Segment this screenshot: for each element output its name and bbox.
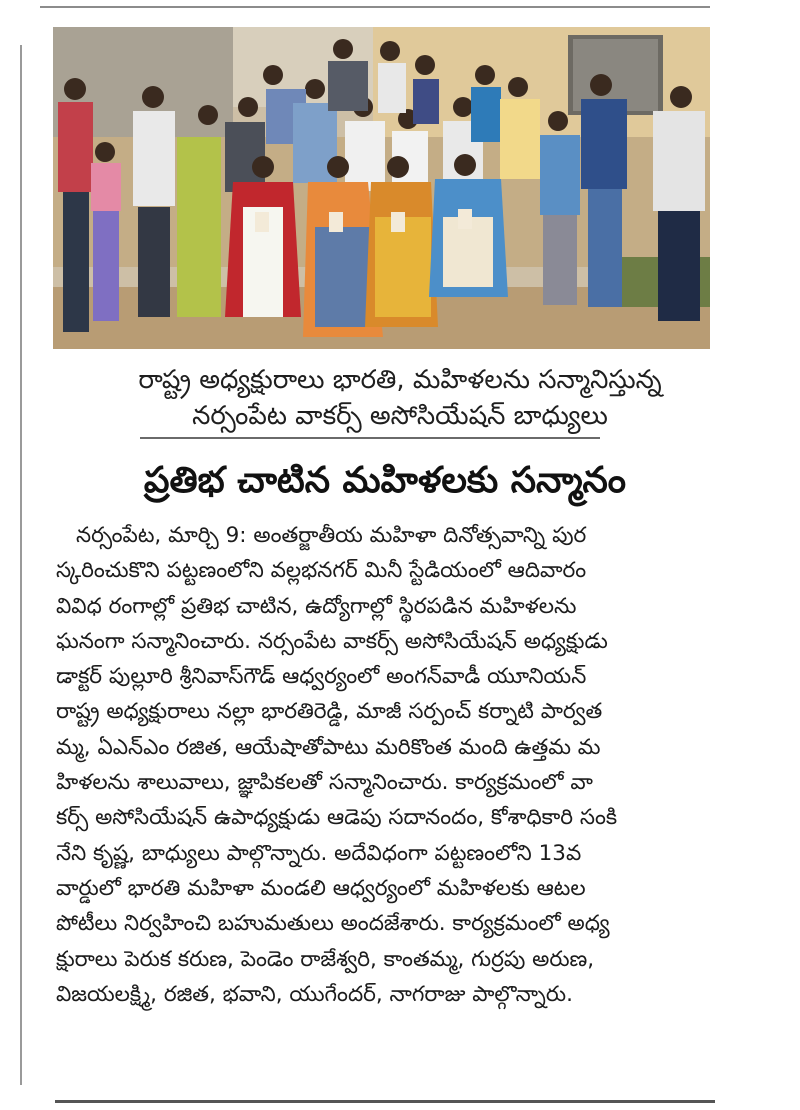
photo-caption (120, 362, 680, 434)
article-line: కర్స్ అసోసియేషన్ ఉపాధ్యక్షుడు ఆడెపు సదానందం, కోశాధికారి సంకి (56, 805, 618, 831)
article-line: డాక్టర్ పుల్లూరి శ్రీనివాస్‌గౌడ్ ఆధ్వర్యంలో అంగన్‌వాడీ యూనియన్ (56, 664, 587, 690)
bottom-divider (55, 1100, 715, 1103)
article-line: హిళలను శాలువాలు, జ్ఞాపికలతో సన్మానించారు. కార్యక్రమంలో వా (56, 770, 593, 796)
article-line: వార్డులో భారతి మహిళా మండలి ఆధ్వర్యంలో మహిళలకు ఆటల (56, 875, 586, 901)
article-line: నేని కృష్ణ, బాధ్యులు పాల్గొన్నారు. అదేవిధంగా పట్టణంలోని 13వ (56, 840, 582, 866)
article-body (56, 518, 711, 1012)
article-line: విజయలక్ష్మి, రజిత, భవాని, యుగేందర్, నాగరాజు పాల్గొన్నారు. (56, 981, 573, 1007)
article-line: మ్మ, ఏఎన్ఎం రజిత, ఆయేషాతోపాటు మరికొంత మంది ఉత్తమ మ (56, 734, 601, 760)
column-divider (20, 45, 22, 1085)
caption-underline (140, 437, 600, 439)
article-line: స్కరించుకొని పట్టణంలోని వల్లభనగర్ మినీ స్టేడియంలో ఆదివారం (56, 558, 587, 584)
top-divider (40, 6, 710, 8)
article-line: క్షురాలు పెరుక కరుణ, పెండెం రాజేశ్వరి, కాంతమ్మ, గుర్రపు అరుణ, (56, 946, 595, 972)
article-line: వివిధ రంగాల్లో ప్రతిభ చాటిన, ఉద్యోగాల్లో స్థిరపడిన మహిళలను (56, 593, 577, 619)
group-photo-icon (53, 27, 710, 349)
caption-line-1: రాష్ట్ర అధ్యక్షురాలు భారతి, మహిళలను సన్మానిస్తున్న (138, 365, 662, 395)
caption-line-2: నర్సంపేట వాకర్స్ అసోసియేషన్ బాధ్యులు (192, 401, 608, 431)
article-line: నర్సంపేట, మార్చి 9: అంతర్జాతీయ మహిళా దినోత్సవాన్ని పుర (76, 523, 587, 548)
article-headline: ప్రతిభ చాటిన మహిళలకు సన్మానం (143, 460, 627, 501)
article-line: రాష్ట్ర అధ్యక్షురాలు నల్లా భారతిరెడ్డి, మాజీ సర్పంచ్ కర్నాటి పార్వత (56, 699, 603, 725)
article-line: ఘనంగా సన్మానించారు. నర్సంపేట వాకర్స్ అసోసియేషన్ అధ్యక్షుడు (56, 628, 608, 654)
article-line: పోటీలు నిర్వహించి బహుమతులు అందజేశారు. కార్యక్రమంలో అధ్య (56, 911, 610, 937)
group-photo (53, 27, 710, 349)
